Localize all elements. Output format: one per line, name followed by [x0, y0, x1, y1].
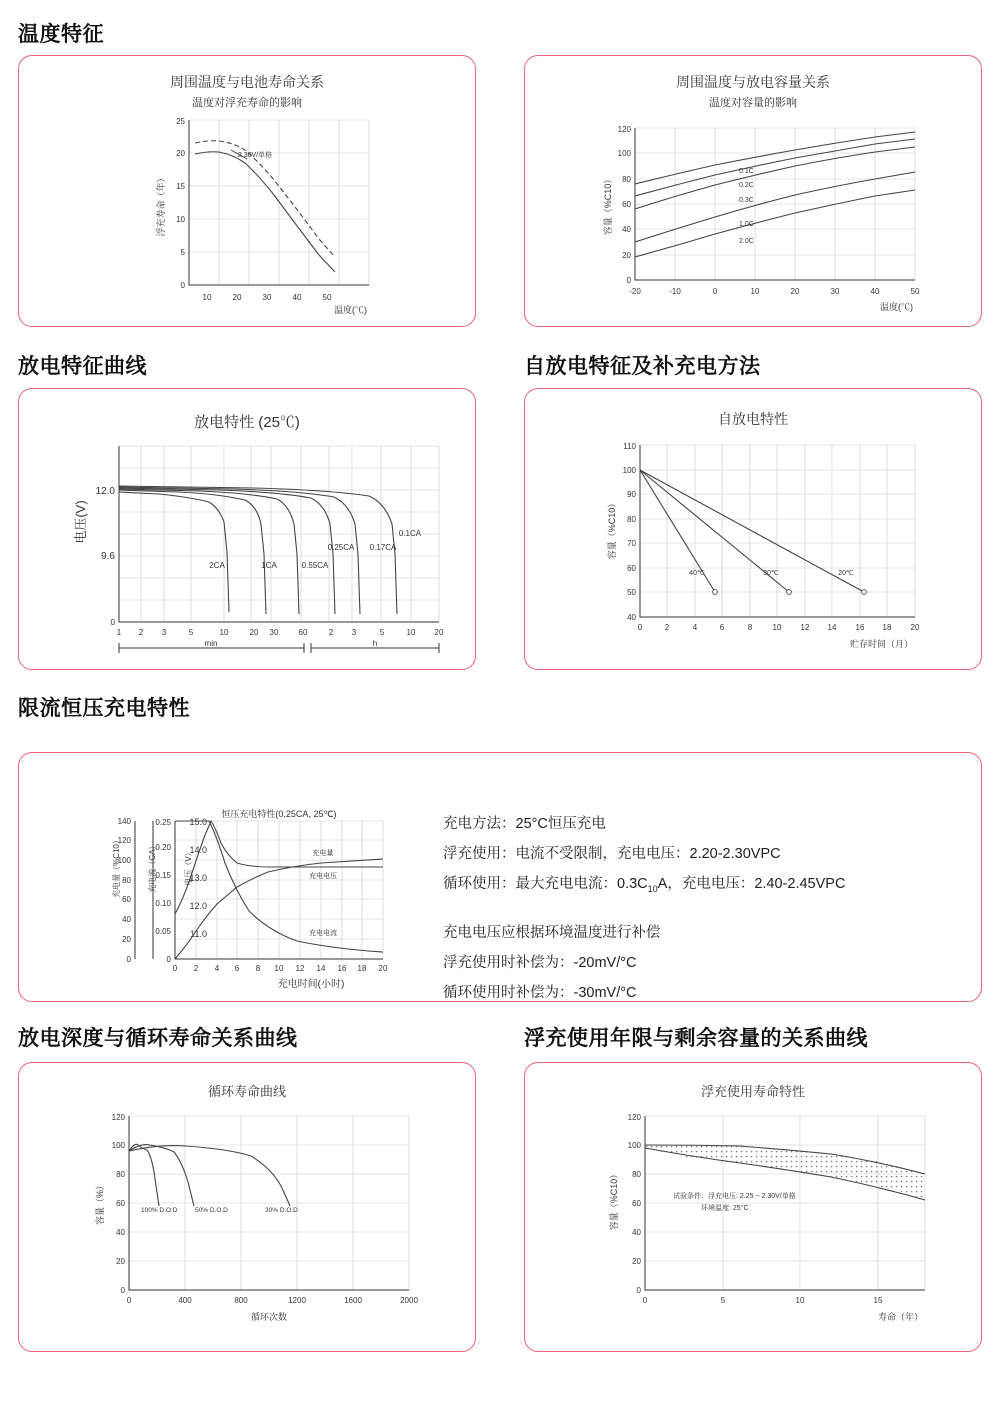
chart-card-discharge [18, 388, 476, 670]
svg-text:140: 140 [117, 817, 131, 826]
svg-text:3: 3 [351, 628, 357, 637]
section-title-float: 浮充使用年限与剩余容量的关系曲线 [524, 1027, 868, 1050]
svg-text:0.1CA: 0.1CA [398, 529, 422, 538]
svg-text:20: 20 [790, 287, 800, 296]
svg-text:30: 30 [269, 628, 279, 637]
svg-text:50: 50 [910, 287, 920, 296]
float-test-condition-2: 环境温度: 25°C [701, 1205, 749, 1212]
chart-svg-cycle-life [19, 1100, 476, 1340]
chart-card-life-vs-temp [18, 55, 476, 327]
svg-text:16: 16 [855, 623, 865, 632]
svg-text:40: 40 [116, 1228, 125, 1237]
svg-text:15.0: 15.0 [189, 817, 207, 827]
charge-method-value: 25°C恒压充电 [515, 816, 606, 832]
svg-text:8: 8 [255, 964, 261, 973]
svg-text:110: 110 [623, 442, 636, 451]
svg-text:30% D.O.D: 30% D.O.D [265, 1207, 298, 1214]
svg-text:70: 70 [627, 539, 636, 548]
svg-text:30: 30 [830, 287, 840, 296]
svg-text:0: 0 [642, 1296, 648, 1305]
chart-title-capacity-vs-temp: 周围温度与放电容量关系 [676, 74, 830, 90]
svg-text:-10: -10 [669, 287, 681, 296]
cycle-use-value-a: 最大充电电流：0.3C [515, 876, 648, 892]
svg-text:5: 5 [180, 248, 185, 257]
svg-text:温度(℃): 温度(℃) [334, 305, 367, 315]
svg-text:0: 0 [110, 618, 115, 627]
svg-text:50% D.O.D: 50% D.O.D [195, 1207, 228, 1214]
svg-text:13.0: 13.0 [189, 873, 207, 883]
svg-text:0.10: 0.10 [155, 899, 171, 908]
svg-text:0.1C: 0.1C [739, 168, 754, 175]
chart-svg-capacity-vs-temp [525, 110, 982, 320]
svg-text:25: 25 [176, 117, 185, 126]
svg-text:0.17CA: 0.17CA [369, 543, 397, 552]
svg-text:120: 120 [617, 125, 631, 134]
svg-text:12.0: 12.0 [95, 486, 115, 497]
svg-text:800: 800 [234, 1296, 248, 1305]
chart-card-self-discharge [524, 388, 982, 670]
svg-text:16: 16 [337, 964, 347, 973]
svg-text:8: 8 [747, 623, 753, 632]
svg-text:0: 0 [126, 955, 131, 964]
svg-text:100: 100 [617, 149, 631, 158]
svg-text:11.0: 11.0 [190, 929, 207, 939]
cycle-use-line [443, 869, 973, 904]
svg-text:90: 90 [627, 490, 636, 499]
svg-text:40℃: 40℃ [689, 570, 705, 577]
svg-text:10: 10 [274, 964, 284, 973]
svg-text:贮存时间（月）: 贮存时间（月） [849, 639, 913, 649]
svg-text:h: h [372, 639, 378, 648]
chart-title-float-life: 浮充使用寿命特性 [700, 1084, 805, 1099]
chart-card-capacity-vs-temp [524, 55, 982, 327]
temp-compensation-title: 充电电压应根据环境温度进行补偿 [443, 924, 661, 941]
svg-text:-20: -20 [629, 287, 641, 296]
svg-text:60: 60 [627, 564, 636, 573]
svg-text:120: 120 [111, 1113, 125, 1122]
svg-text:20: 20 [232, 293, 242, 302]
svg-text:10: 10 [406, 628, 416, 637]
svg-text:0: 0 [120, 1286, 125, 1295]
svg-text:0: 0 [626, 276, 631, 285]
svg-text:12: 12 [295, 964, 305, 973]
svg-text:充电量（%C10）: 充电量（%C10） [112, 836, 121, 898]
svg-text:12: 12 [800, 623, 810, 632]
svg-text:20: 20 [632, 1257, 641, 1266]
svg-text:20: 20 [378, 964, 388, 973]
svg-text:9.6: 9.6 [101, 551, 115, 562]
chart-svg-discharge [19, 432, 476, 662]
svg-text:80: 80 [627, 515, 636, 524]
svg-text:100: 100 [627, 1141, 641, 1150]
section-title-charge: 限流恒压充电特性 [18, 697, 190, 720]
svg-text:14.0: 14.0 [189, 845, 207, 855]
svg-text:40: 40 [122, 915, 131, 924]
chart-title-self-discharge: 自放电特性 [718, 411, 788, 427]
svg-text:5: 5 [379, 628, 385, 637]
cycle-use-label: 循环使用： [443, 876, 516, 892]
svg-text:2: 2 [664, 623, 670, 632]
svg-text:20: 20 [910, 623, 920, 632]
svg-text:1.0C: 1.0C [739, 221, 754, 228]
svg-text:0.20: 0.20 [155, 843, 171, 852]
svg-text:循环次数: 循环次数 [250, 1312, 288, 1322]
svg-text:0.15: 0.15 [155, 871, 171, 880]
svg-text:14: 14 [316, 964, 326, 973]
svg-text:20℃: 20℃ [838, 570, 854, 577]
svg-text:0.2C: 0.2C [739, 182, 754, 189]
svg-text:100: 100 [111, 1141, 125, 1150]
float-compensation-line: 浮充使用时补偿为：-20mV/°C [443, 954, 637, 971]
svg-text:20: 20 [116, 1257, 125, 1266]
svg-text:0.55CA: 0.55CA [301, 561, 329, 570]
svg-text:30: 30 [262, 293, 272, 302]
svg-text:2: 2 [328, 628, 334, 637]
svg-text:12.0: 12.0 [189, 901, 207, 911]
section-title-discharge: 放电特征曲线 [18, 355, 147, 378]
svg-text:容量（%C10）: 容量（%C10） [607, 498, 617, 560]
svg-text:1600: 1600 [344, 1296, 362, 1305]
svg-text:1: 1 [116, 628, 122, 637]
float-use-line [443, 839, 973, 869]
chart-subtitle-life-vs-temp: 温度对浮充寿命的影响 [192, 97, 302, 109]
svg-text:60: 60 [622, 200, 631, 209]
svg-text:容量（%）: 容量（%） [95, 1180, 105, 1226]
svg-text:2CA: 2CA [209, 561, 225, 570]
section-title-selfdischarge: 自放电特征及补充电方法 [524, 355, 761, 378]
svg-text:3: 3 [161, 628, 167, 637]
section-title-temperature: 温度特征 [18, 23, 104, 46]
svg-text:0.3C: 0.3C [739, 197, 754, 204]
cycle-use-subscript: 10 [647, 883, 658, 894]
chart-title-life-vs-temp: 周围温度与电池寿命关系 [170, 74, 324, 90]
svg-text:15: 15 [176, 182, 185, 191]
svg-text:80: 80 [622, 175, 631, 184]
svg-text:10: 10 [176, 215, 185, 224]
float-use-label: 浮充使用： [443, 846, 516, 862]
svg-text:充电时间(小时): 充电时间(小时) [277, 979, 345, 990]
svg-text:0: 0 [126, 1296, 132, 1305]
chart-card-cycle-life [18, 1062, 476, 1352]
charge-method-text [443, 809, 973, 1002]
svg-text:6: 6 [234, 964, 240, 973]
svg-text:5: 5 [720, 1296, 726, 1305]
svg-text:120: 120 [117, 836, 131, 845]
svg-text:2: 2 [138, 628, 144, 637]
svg-text:100: 100 [622, 466, 636, 475]
cycle-use-value-b: A，充电电压：2.40-2.45VPC [657, 876, 846, 892]
svg-text:40: 40 [292, 293, 302, 302]
svg-text:60: 60 [116, 1199, 125, 1208]
svg-text:100: 100 [117, 856, 131, 865]
svg-text:0.05: 0.05 [155, 927, 171, 936]
svg-text:2000: 2000 [400, 1296, 418, 1305]
svg-text:恒压充电特性(0.25CA, 25℃): 恒压充电特性(0.25CA, 25℃) [221, 809, 337, 819]
svg-text:2.30V/单格: 2.30V/单格 [237, 152, 273, 159]
float-test-condition-1: 试验条件：浮充电压: 2.25 ~ 2.30V/单格 [673, 1193, 796, 1200]
svg-text:0: 0 [180, 281, 185, 290]
svg-text:40: 40 [627, 613, 636, 622]
svg-text:4: 4 [692, 623, 698, 632]
charge-method-line [443, 809, 973, 839]
svg-text:6: 6 [719, 623, 725, 632]
svg-text:充电量: 充电量 [312, 850, 334, 857]
svg-text:30℃: 30℃ [763, 570, 779, 577]
svg-text:120: 120 [627, 1113, 641, 1122]
svg-text:4: 4 [214, 964, 220, 973]
svg-text:2: 2 [193, 964, 199, 973]
cycle-compensation-line: 循环使用时补偿为：-30mV/°C [443, 984, 637, 1001]
svg-text:80: 80 [632, 1170, 641, 1179]
svg-text:40: 40 [870, 287, 880, 296]
svg-text:0: 0 [637, 623, 643, 632]
svg-text:50: 50 [322, 293, 332, 302]
svg-text:60: 60 [122, 895, 131, 904]
svg-text:10: 10 [750, 287, 760, 296]
svg-text:20: 20 [434, 628, 444, 637]
chart-title-cycle-life: 循环寿命曲线 [207, 1084, 286, 1099]
svg-text:400: 400 [178, 1296, 192, 1305]
chart-svg-charge [25, 759, 445, 999]
svg-text:容量（%C10）: 容量（%C10） [603, 174, 613, 236]
chart-subtitle-capacity-vs-temp: 温度对容量的影响 [709, 97, 797, 109]
svg-text:20: 20 [622, 251, 631, 260]
svg-text:充电流（CA）: 充电流（CA） [148, 841, 157, 893]
chart-svg-self-discharge [525, 429, 982, 659]
svg-text:15: 15 [873, 1296, 883, 1305]
svg-text:2.0C: 2.0C [739, 238, 754, 245]
svg-text:1200: 1200 [288, 1296, 306, 1305]
svg-text:40: 40 [622, 225, 631, 234]
svg-text:容量（%C10）: 容量（%C10） [609, 1169, 619, 1231]
svg-text:50: 50 [627, 588, 636, 597]
chart-card-float-life [524, 1062, 982, 1352]
svg-text:80: 80 [122, 876, 131, 885]
svg-text:100% D.O.D: 100% D.O.D [141, 1207, 178, 1214]
svg-text:浮充寿命（年）: 浮充寿命（年） [156, 173, 166, 237]
svg-text:min: min [204, 639, 218, 648]
svg-text:5: 5 [188, 628, 194, 637]
svg-text:充电电压: 充电电压 [309, 873, 337, 880]
svg-text:40: 40 [632, 1228, 641, 1237]
svg-text:温度(℃): 温度(℃) [880, 302, 913, 312]
svg-text:电压(V): 电压(V) [73, 500, 88, 544]
svg-text:18: 18 [882, 623, 892, 632]
charge-method-label: 充电方法： [443, 816, 516, 832]
svg-text:充电电流: 充电电流 [309, 930, 337, 937]
svg-text:寿命（年）: 寿命（年） [877, 1312, 923, 1322]
svg-text:10: 10 [202, 293, 212, 302]
svg-text:80: 80 [116, 1170, 125, 1179]
section-title-cycle: 放电深度与循环寿命关系曲线 [18, 1027, 298, 1050]
chart-title-discharge: 放电特性 (25℃) [194, 414, 300, 431]
svg-text:0: 0 [712, 287, 718, 296]
svg-text:0: 0 [636, 1286, 641, 1295]
svg-text:60: 60 [632, 1199, 641, 1208]
svg-text:18: 18 [357, 964, 367, 973]
svg-text:20: 20 [249, 628, 259, 637]
chart-card-charge [18, 752, 982, 1002]
svg-text:1CA: 1CA [261, 561, 277, 570]
svg-text:0.25: 0.25 [155, 818, 171, 827]
svg-text:0: 0 [166, 955, 171, 964]
svg-text:20: 20 [176, 149, 185, 158]
svg-text:14: 14 [827, 623, 837, 632]
svg-text:10: 10 [219, 628, 229, 637]
chart-svg-life-vs-temp [19, 110, 476, 320]
svg-text:0: 0 [172, 964, 178, 973]
chart-svg-float-life [525, 1100, 982, 1340]
float-use-value: 电流不受限制，充电电压：2.20-2.30VPC [515, 846, 781, 862]
svg-text:0.25CA: 0.25CA [327, 543, 355, 552]
svg-text:电压（V）: 电压（V） [184, 848, 193, 886]
svg-text:20: 20 [122, 935, 131, 944]
svg-text:60: 60 [298, 628, 308, 637]
svg-text:10: 10 [772, 623, 782, 632]
svg-text:10: 10 [795, 1296, 805, 1305]
